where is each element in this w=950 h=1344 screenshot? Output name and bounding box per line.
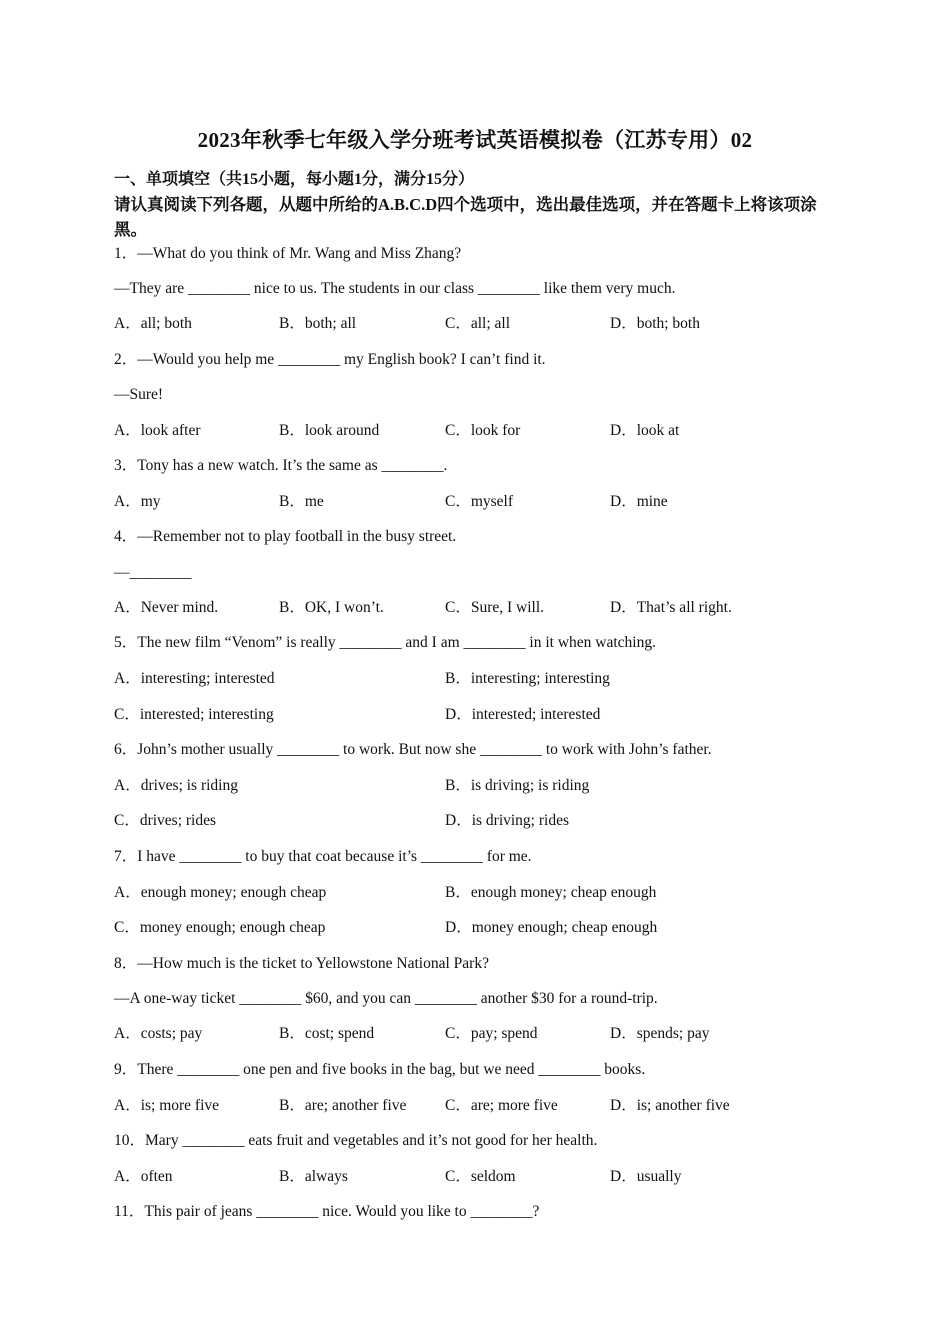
question-1-option-a: A．all; both xyxy=(114,315,192,332)
question-10-option-d: D．usually xyxy=(610,1168,682,1185)
question-2-option-b: B．look around xyxy=(279,422,380,439)
question-8-option-a: A．costs; pay xyxy=(114,1025,203,1042)
question-7-option-c: C．money enough; enough cheap xyxy=(114,919,326,936)
question-10-prompt: 10．Mary ________ eats fruit and vegetables and it’s not good for her health. xyxy=(114,1132,598,1149)
question-5-prompt: 5．The new film “Venom” is really ________ and I am ________ in it when watching. xyxy=(114,634,656,651)
question-6-option-b: B．is driving; is riding xyxy=(445,777,590,794)
question-1-prompt: 1．—What do you think of Mr. Wang and Miss Zhang? xyxy=(114,245,462,262)
question-6-option-c: C．drives; rides xyxy=(114,812,217,829)
question-10-option-b: B．always xyxy=(279,1168,348,1185)
question-5-option-c: C．interested; interesting xyxy=(114,706,274,723)
question-5-option-b: B．interesting; interesting xyxy=(445,670,610,687)
question-8-option-c: C．pay; spend xyxy=(445,1025,538,1042)
question-5-option-d: D．interested; interested xyxy=(445,706,601,723)
question-7-option-b: B．enough money; cheap enough xyxy=(445,884,657,901)
question-3-option-c: C．myself xyxy=(445,493,514,510)
question-7-option-d: D．money enough; cheap enough xyxy=(445,919,658,936)
question-2-option-c: C．look for xyxy=(445,422,521,439)
question-2-option-d: D．look at xyxy=(610,422,680,439)
question-2-prompt: 2．—Would you help me ________ my English book? I can’t find it. xyxy=(114,351,546,368)
question-4-prompt: 4．—Remember not to play football in the busy street. xyxy=(114,528,457,545)
question-9-option-c: C．are; more five xyxy=(445,1097,558,1114)
question-1-option-c: C．all; all xyxy=(445,315,511,332)
question-3-prompt: 3．Tony has a new watch. It’s the same as ________. xyxy=(114,457,448,474)
question-8-option-b: B．cost; spend xyxy=(279,1025,375,1042)
question-1-option-d: D．both; both xyxy=(610,315,700,332)
question-6-option-a: A．drives; is riding xyxy=(114,777,238,794)
question-4-option-c: C．Sure, I will. xyxy=(445,599,545,616)
question-4-option-a: A．Never mind. xyxy=(114,599,219,616)
question-8-response: —A one-way ticket ________ $60, and you can ________ another $30 for a round-trip. xyxy=(114,990,658,1007)
question-9-option-b: B．are; another five xyxy=(279,1097,407,1114)
question-10-option-c: C．seldom xyxy=(445,1168,516,1185)
question-9-option-a: A．is; more five xyxy=(114,1097,220,1114)
question-4-option-d: D．That’s all right. xyxy=(610,599,732,616)
question-9-prompt: 9．There ________ one pen and five books in the bag, but we need ________ books. xyxy=(114,1061,646,1078)
question-1-option-b: B．both; all xyxy=(279,315,357,332)
section-instructions: 请认真阅读下列各题，从题中所给的A.B.C.D四个选项中，选出最佳选项，并在答题卡上将该项涂黑。 xyxy=(114,195,817,239)
question-3-option-b: B．me xyxy=(279,493,324,510)
question-3-option-a: A．my xyxy=(114,493,161,510)
question-2-response: —Sure! xyxy=(114,386,164,403)
question-1-response: —They are ________ nice to us. The students in our class ________ like them very much. xyxy=(114,280,676,297)
section-heading: 一、单项填空（共15小题，每小题1分，满分15分） xyxy=(114,171,475,188)
question-4-option-b: B．OK, I won’t. xyxy=(279,599,384,616)
question-8-prompt: 8．—How much is the ticket to Yellowstone National Park? xyxy=(114,955,489,972)
question-11-prompt: 11．This pair of jeans ________ nice. Would you like to ________? xyxy=(114,1203,540,1220)
question-9-option-d: D．is; another five xyxy=(610,1097,730,1114)
question-7-prompt: 7．I have ________ to buy that coat because it’s ________ for me. xyxy=(114,848,532,865)
question-5-option-a: A．interesting; interested xyxy=(114,670,275,687)
question-6-option-d: D．is driving; rides xyxy=(445,812,569,829)
question-8-option-d: D．spends; pay xyxy=(610,1025,710,1042)
question-2-option-a: A．look after xyxy=(114,422,201,439)
question-4-response: —________ xyxy=(114,564,192,581)
question-7-option-a: A．enough money; enough cheap xyxy=(114,884,327,901)
question-3-option-d: D．mine xyxy=(610,493,668,510)
question-6-prompt: 6．John’s mother usually ________ to work. But now she ________ to work with John’s father. xyxy=(114,741,712,758)
question-10-option-a: A．often xyxy=(114,1168,173,1185)
exam-title: 2023年秋季七年级入学分班考试英语模拟卷（江苏专用）02 xyxy=(197,128,753,152)
